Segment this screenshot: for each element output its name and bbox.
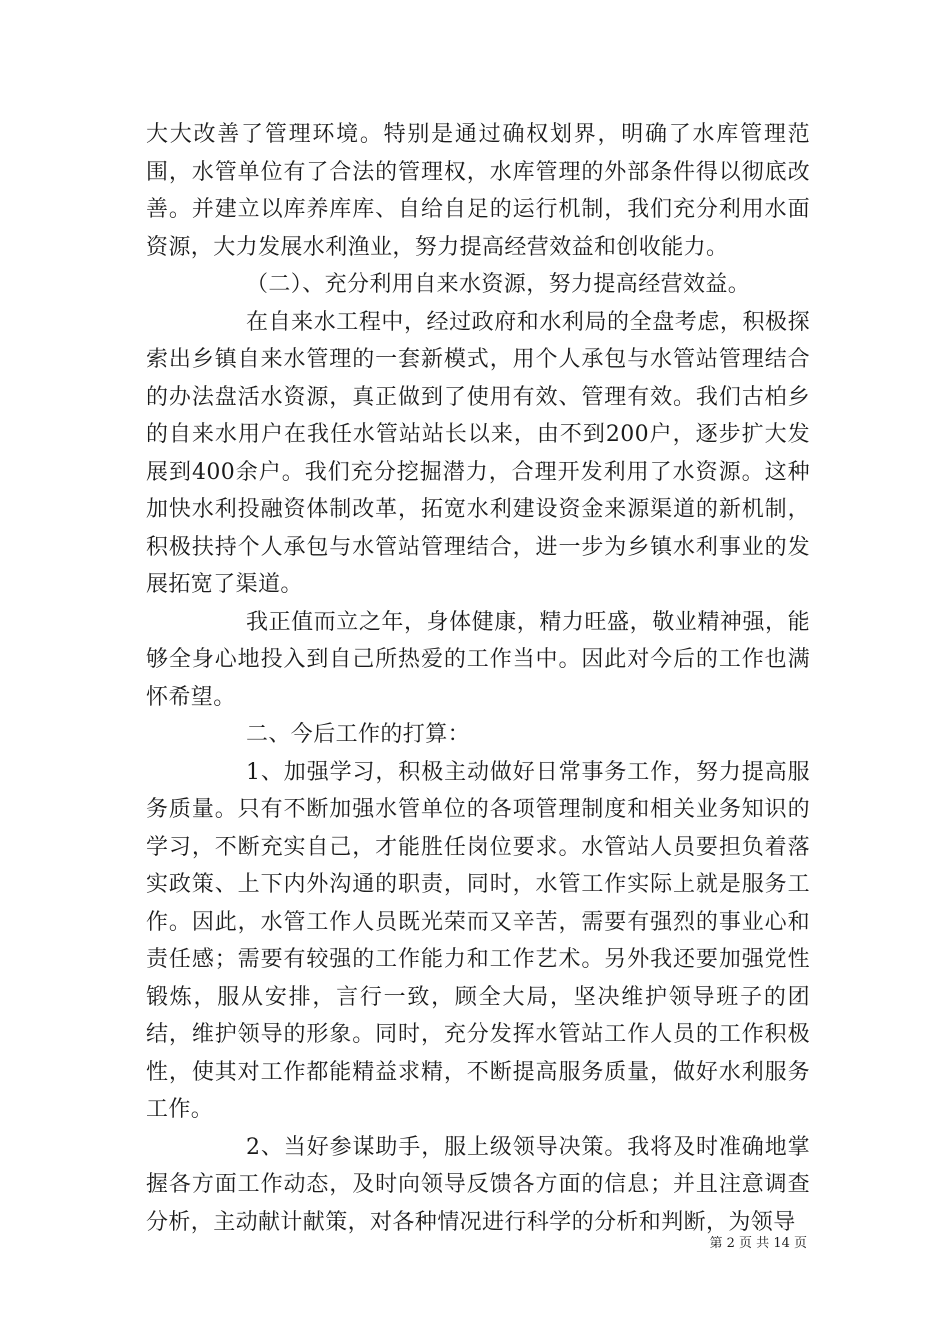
section-heading-future-plans: 二、今后工作的打算： [246,722,471,747]
paragraph-3: 在自来水工程中，经过政府和水利局的全盘考虑，积极探索出乡镇自来水管理的一套新模式，用个人承包与水管站管理结合的办法盘活水资源，真正做到了使用有效、管理有效。我们古柏乡的自来水用户在我任水管站站长以来，由不到200户，逐步扩大发展到400余户。我们充分挖掘潜力，合理开发利用了水资源。这种加快水利投融资体制改革，拓宽水利建设资金来源渠道的新机制，积极扶持个人承包与水管站管理结合，进一步为乡镇水利事业的发展拓宽了渠道。 [146,309,810,597]
paragraph-plan-1: 1、加强学习，积极主动做好日常事务工作，努力提高服务质量。只有不断加强水管单位的各项管理制度和相关业务知识的学习，不断充实自己，才能胜任岗位要求。水管站人员要担负着落实政策、上下内外沟通的职责，同时，水管工作实际上就是服务工作。因此，水管工作人员既光荣而又辛苦，需要有强烈的事业心和责任感；需要有较强的工作能力和工作艺术。另外我还要加强党性锻炼，服从安排，言行一致，顾全大局，坚决维护领导班子的团结，维护领导的形象。同时，充分发挥水管站工作人员的工作积极性，使其对工作都能精益求精，不断提高服务质量，做好水利服务工作。 [146,759,810,1122]
paragraph-plan-2: 2、当好参谋助手，服上级领导决策。我将及时准确地掌握各方面工作动态，及时向领导反馈各方面的信息；并且注意调查分析，主动献计献策，对各种情况进行科学的分析和判断，为领导 [146,1134,810,1235]
paragraph-1: 大大改善了管理环境。特别是通过确权划界，明确了水库管理范围，水管单位有了合法的管理权，水库管理的外部条件得以彻底改善。并建立以库养库库、自给自足的运行机制，我们充分利用水面资源，大力发展水利渔业，努力提高经营效益和创收能力。 [146,122,810,260]
body-text [146,116,810,1241]
section-heading-2: （二）、充分利用自来水资源，努力提高经营效益。 [246,272,751,297]
paragraph-4: 我正值而立之年，身体健康，精力旺盛，敬业精神强，能够全身心地投入到自己所热爱的工作当中。因此对今后的工作也满怀希望。 [146,609,810,710]
page-number: 第 2 页 共 14 页 [709,1236,807,1251]
